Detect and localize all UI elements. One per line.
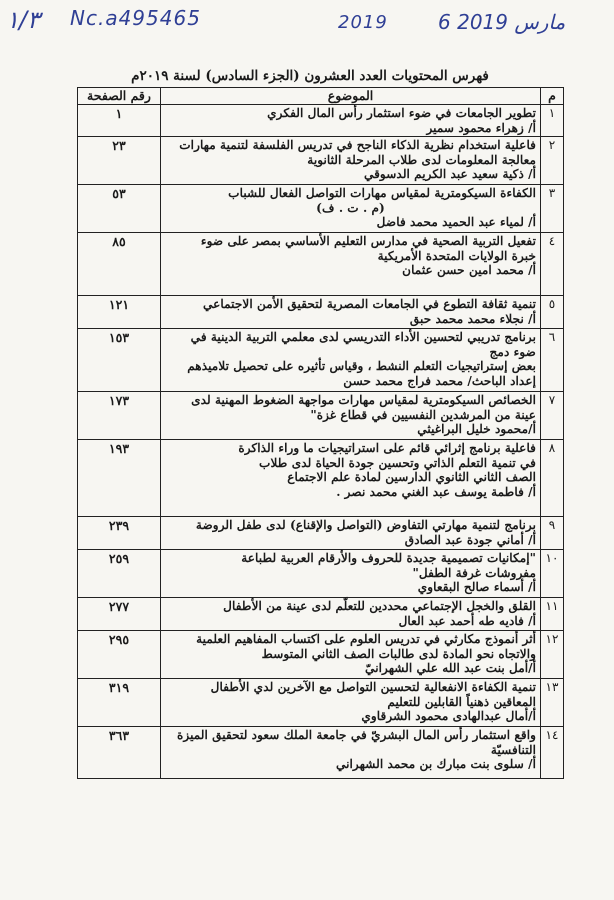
entry-title-line: التنافسيّة — [490, 742, 536, 757]
entry-topic — [161, 233, 541, 296]
toc-row — [78, 296, 564, 329]
entry-number: ٣ — [541, 185, 564, 233]
entry-title-line: والاتجاه نحو المادة لدى طالبات الصف الثاني المتوسط — [261, 646, 536, 661]
entry-title-line: الصف الثاني الثانوي الدارسين لمادة علم الاجتماع — [287, 470, 536, 484]
entry-number: ١ — [541, 105, 564, 137]
entry-topic — [161, 329, 541, 392]
toc-row — [78, 727, 564, 779]
entry-author: أ/ فاديه طه أحمد عبد العال — [398, 613, 536, 628]
entry-title-line: عينة من المرشدين النفسيين في قطاع غزة" — [310, 407, 536, 422]
entry-author: أ/ ذكية سعيد عبد الكريم الدسوقي — [363, 167, 536, 181]
entry-author: أ/ فاطمة يوسف عبد الغني محمد نصر . — [336, 484, 536, 499]
entry-number: ٥ — [541, 296, 564, 329]
toc-row — [78, 598, 564, 631]
handwritten-date: 6 مارس 2019 — [438, 10, 566, 34]
entry-title-line: برنامج تدريبي لتحسين الأداء التدريسي لدى معلمي التربية الدينية في — [190, 330, 536, 344]
toc-table — [77, 87, 564, 779]
entry-page-number: ١٧٣ — [78, 392, 161, 440]
entry-number: ١٢ — [541, 631, 564, 679]
entry-author: أ/ لمياء عبد الحميد محمد فاضل — [376, 215, 536, 229]
entry-topic — [161, 517, 541, 550]
entry-page-number: ٢٩٥ — [78, 631, 161, 679]
entry-author: أ/ أماني جودة عبد الصادق — [404, 532, 536, 547]
entry-author: أ/محمود خليل البراغيثي — [417, 422, 536, 436]
entry-page-number: ١٩٣ — [78, 440, 161, 517]
entry-page-number: ٢٧٧ — [78, 598, 161, 631]
toc-row — [78, 550, 564, 598]
entry-author: أ/ زهراء محمود سمير — [426, 120, 536, 135]
handwritten-annotations — [0, 6, 614, 40]
toc-header-row — [78, 88, 564, 105]
handwritten-year: 2019 — [338, 12, 388, 33]
entry-title-line: "إمكانيات تصميمية جديدة للحروف والأرقام العربية لطباعة — [241, 551, 536, 565]
entry-page-number: ١٢١ — [78, 296, 161, 329]
toc-row — [78, 233, 564, 296]
entry-number: ٧ — [541, 392, 564, 440]
entry-number: ١٣ — [541, 679, 564, 727]
entry-topic — [161, 105, 541, 137]
entry-author: أ/ أسماء صالح البقعاوي — [417, 580, 536, 594]
entry-page-number: ٢٥٩ — [78, 550, 161, 598]
toc-row — [78, 137, 564, 185]
entry-title-line: تفعيل التربية الصحية في مدارس التعليم الأساسي بمصر على ضوء — [200, 234, 536, 248]
entry-page-number: ٨٥ — [78, 233, 161, 296]
toc-row — [78, 329, 564, 392]
entry-number: ١٤ — [541, 727, 564, 779]
toc-body — [78, 105, 564, 779]
page-title: فهرس المحتويات العدد العشرون (الجزء السادس) لسنة ٢٠١٩م — [131, 68, 489, 84]
entry-title-line: فاعلية برنامج إثرائي قائم على استراتيجيات ما وراء الذاكرة — [238, 441, 536, 455]
entry-title-line: الخصائص السيكومترية لمقياس مهارات مواجهة الضغوط المهنية لدى — [191, 393, 536, 407]
entry-title-line: برنامج لتنمية مهارتي التفاوض (التواصل والإقناع) لدى طفل الروضة — [195, 518, 536, 532]
handwritten-mark-left: ١/٣ — [6, 6, 40, 34]
entry-title-line: ضوء دمج — [489, 344, 536, 359]
entry-title-line: (م . ت . ف) — [316, 200, 385, 215]
entry-page-number: ١ — [78, 105, 161, 137]
entry-title-line: المعاقين ذهنياً القابلين للتعليم — [387, 694, 536, 709]
entry-author: أ/ محمد امين حسن عثمان — [402, 263, 536, 277]
entry-page-number: ٥٣ — [78, 185, 161, 233]
toc-row — [78, 679, 564, 727]
entry-page-number: ٢٣ — [78, 137, 161, 185]
entry-number: ١١ — [541, 598, 564, 631]
entry-title-line: معالجة المعلومات لدى طلاب المرحلة الثانوية — [307, 152, 536, 167]
toc-row — [78, 440, 564, 517]
entry-title-line: مفروشات غرفة الطفل" — [412, 565, 536, 580]
entry-page-number: ٣١٩ — [78, 679, 161, 727]
entry-topic — [161, 598, 541, 631]
entry-topic — [161, 679, 541, 727]
toc-row — [78, 517, 564, 550]
entry-title-line: خبرة الولايات المتحدة الأمريكية — [377, 248, 536, 263]
toc-row — [78, 631, 564, 679]
entry-number: ٨ — [541, 440, 564, 517]
entry-title-line: واقع استثمار رأس المال البشريّ في جامعة الملك سعود لتحقيق الميزة — [176, 728, 536, 742]
toc-row — [78, 185, 564, 233]
entry-title-line: أثر أنموذج مكارثي في تدريس العلوم على اكتساب المفاهيم العلمية — [196, 632, 536, 646]
entry-title-line: بعض إستراتيجيات التعلم النشط ، وقياس تأثيره على تحصيل تلاميذهم — [187, 359, 536, 373]
entry-page-number: ٢٣٩ — [78, 517, 161, 550]
entry-topic — [161, 727, 541, 779]
entry-author: أ/ سلوى بنت مبارك بن محمد الشهراني — [335, 757, 536, 771]
entry-topic — [161, 392, 541, 440]
header-topic: الموضوع — [161, 88, 541, 105]
entry-title-line: تنمية ثقافة التطوع في الجامعات المصرية لتحقيق الأمن الاجتماعي — [202, 297, 536, 311]
entry-topic — [161, 440, 541, 517]
entry-number: ٤ — [541, 233, 564, 296]
entry-number: ٦ — [541, 329, 564, 392]
entry-topic — [161, 550, 541, 598]
toc-row — [78, 392, 564, 440]
entry-title-line: تنمية الكفاءة الانفعالية لتحسين التواصل مع الآخرين لدي الأطفال — [210, 680, 536, 694]
entry-topic — [161, 185, 541, 233]
entry-page-number: ١٥٣ — [78, 329, 161, 392]
entry-author: أ/أمال عبدالهادى محمود الشرقاوي — [361, 709, 536, 723]
entry-author: إعداد الباحث/ محمد فراج محمد حسن — [343, 373, 536, 388]
entry-author: أ/ نجلاء محمد محمد حبق — [409, 311, 536, 326]
entry-topic — [161, 296, 541, 329]
handwritten-reference-number: Nc.a495465 — [70, 6, 201, 30]
entry-topic — [161, 631, 541, 679]
entry-number: ٢ — [541, 137, 564, 185]
entry-number: ٩ — [541, 517, 564, 550]
entry-number: ١٠ — [541, 550, 564, 598]
header-page: رقم الصفحة — [78, 88, 161, 105]
entry-title-line: الكفاءة السيكومترية لمقياس مهارات التواصل الفعال للشباب — [228, 186, 536, 200]
entry-page-number: ٣٦٣ — [78, 727, 161, 779]
toc-row — [78, 105, 564, 137]
entry-author: أ/أمل بنت عبد الله علي الشهرانيّ — [365, 661, 536, 675]
entry-title-line: تطوير الجامعات في ضوء استثمار رأس المال الفكري — [267, 106, 536, 120]
entry-topic — [161, 137, 541, 185]
entry-title-line: في تنمية التعلم الذاتي وتحسين جودة الحياة لدى طلاب — [259, 455, 536, 470]
entry-title-line: فاعلية استخدام نظرية الذكاء الناجح في تدريس الفلسفة لتنمية مهارات — [179, 138, 536, 152]
entry-title-line: القلق والخجل الإجتماعي محددين للتعلّم لدى عينة من الأطفال — [223, 599, 536, 613]
header-num: م — [541, 88, 564, 105]
